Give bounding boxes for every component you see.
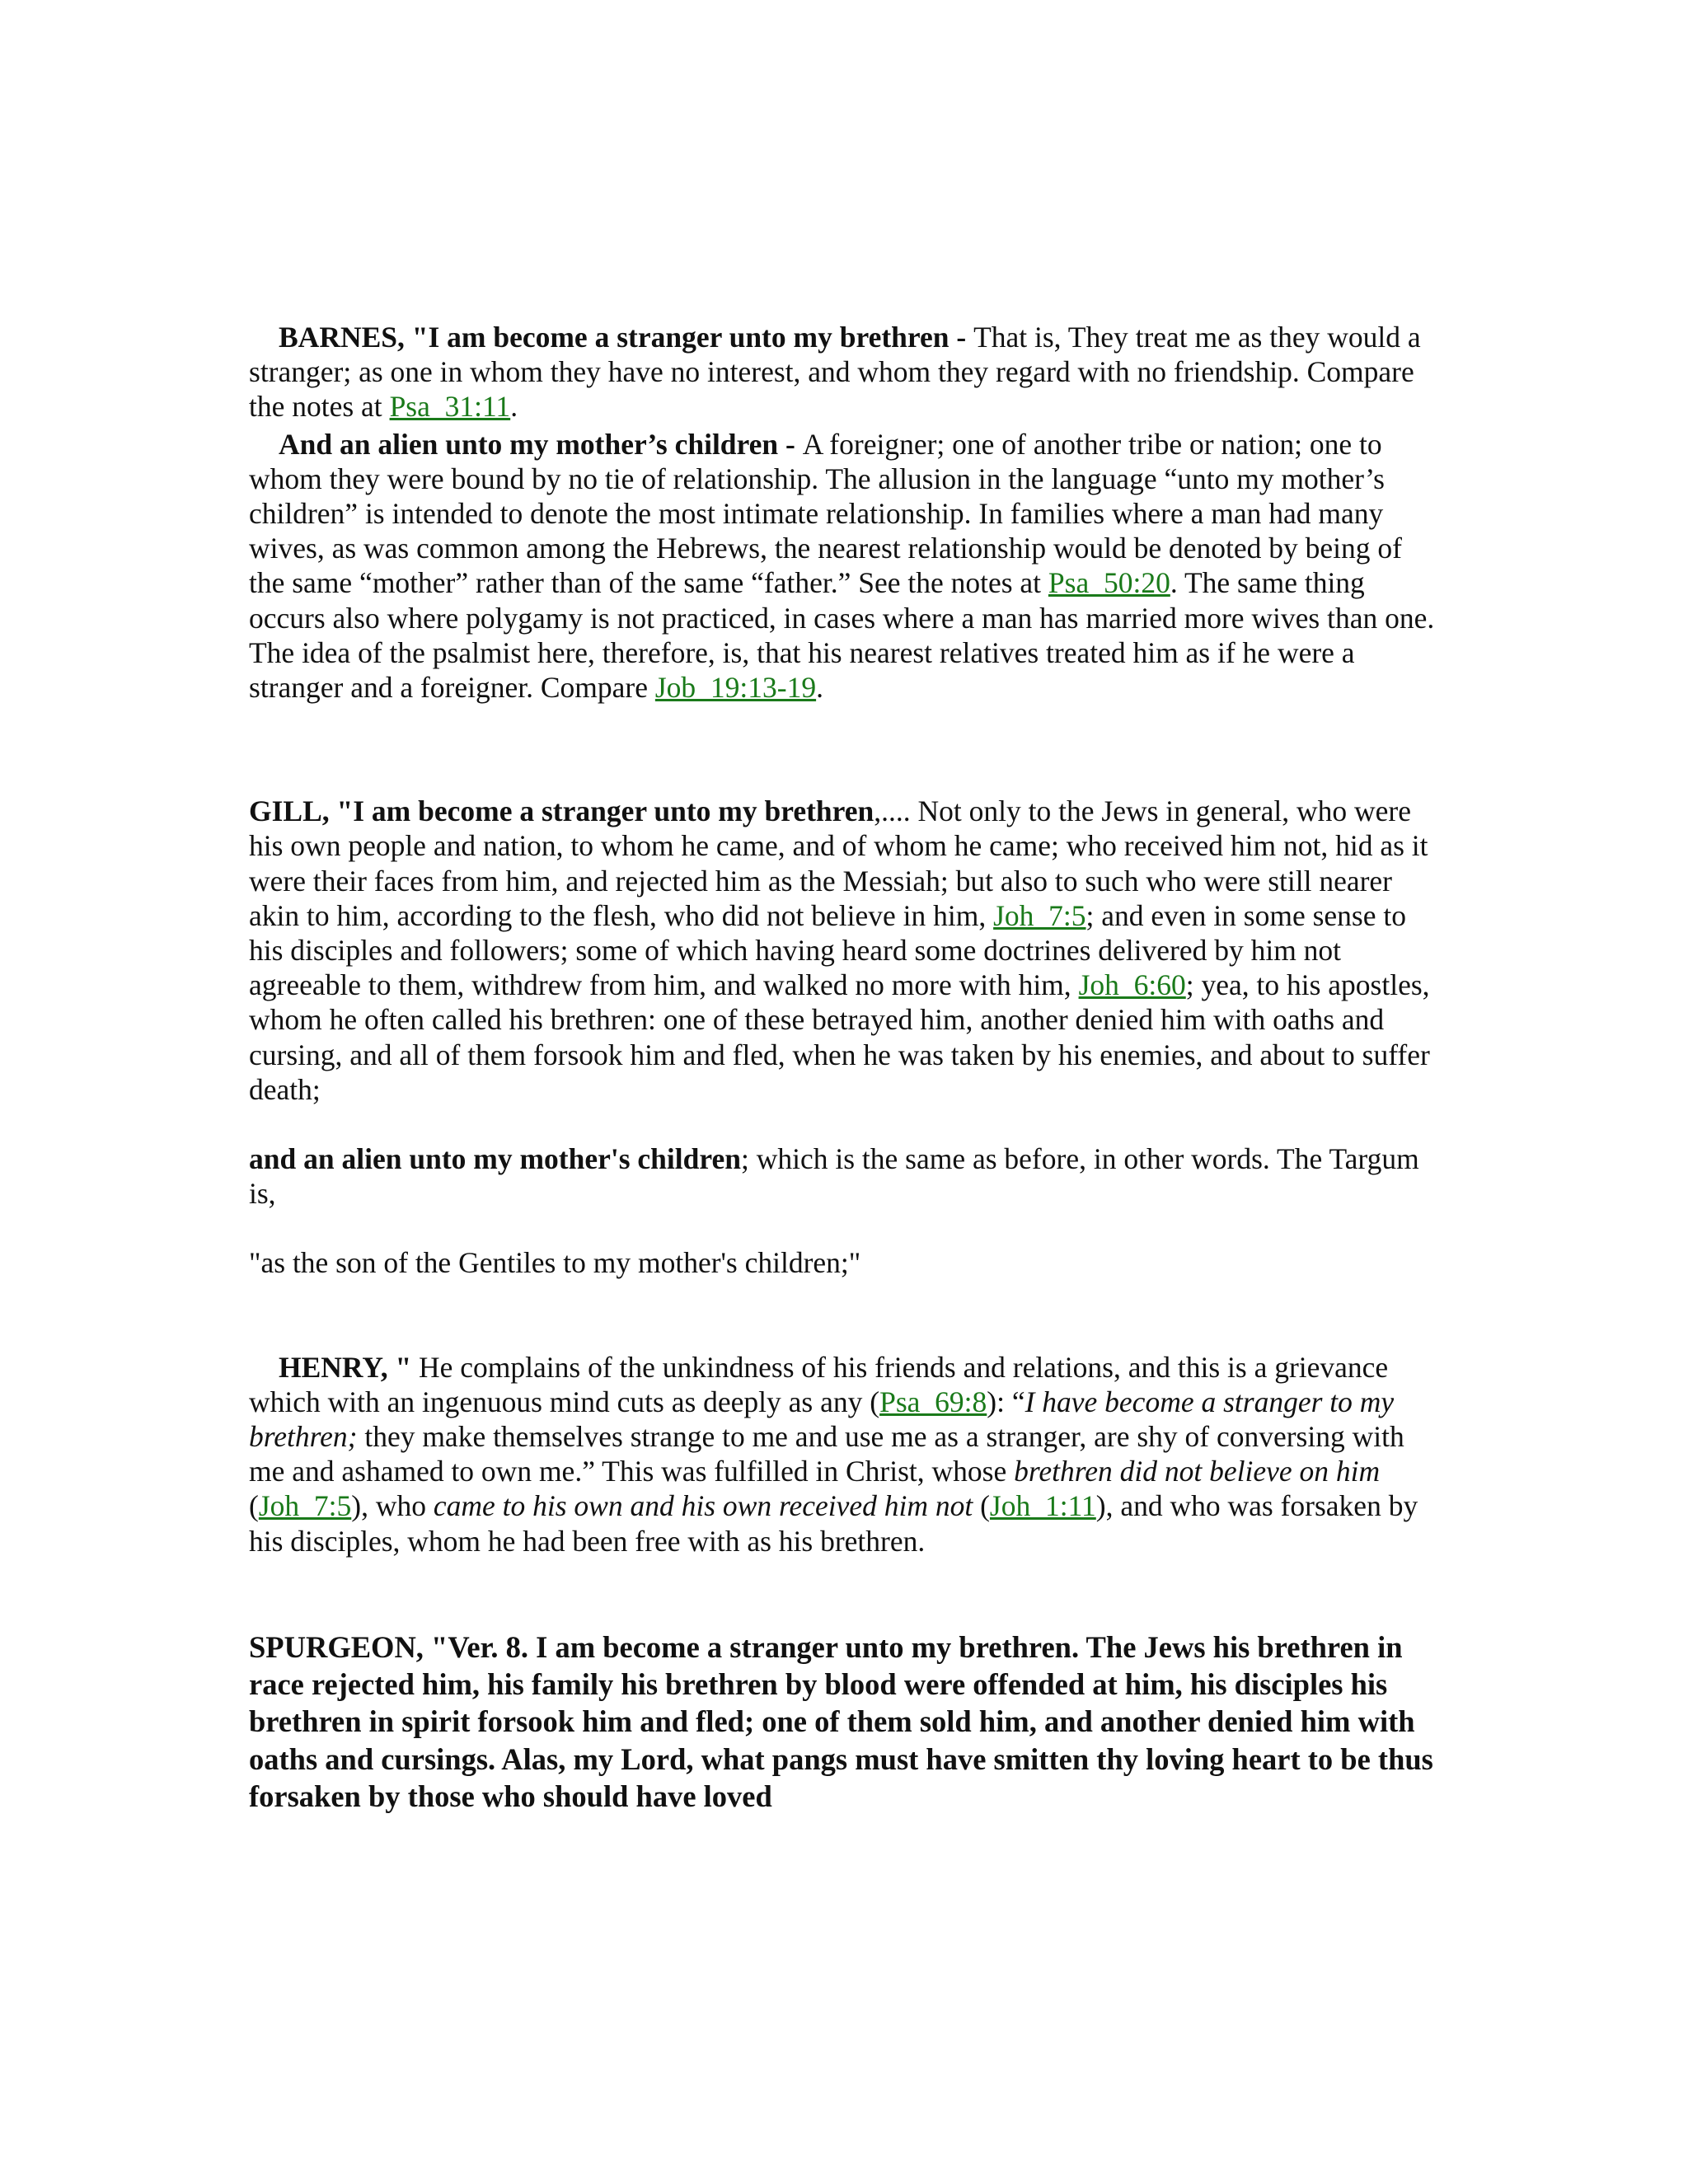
scripture-link-psa-31-11[interactable]: Psa_31:11 xyxy=(389,390,511,424)
henry-italic-phrase: came to his own and his own received him not xyxy=(433,1489,973,1523)
gill-paragraph-2 xyxy=(249,1141,1444,1211)
barnes-text: . xyxy=(510,390,518,424)
barnes-heading: BARNES, "I am become a stranger unto my brethren - xyxy=(279,321,974,354)
gill-subheading: and an alien unto my mother's children xyxy=(249,1142,741,1176)
gill-text: ; which is the same as before, in other words. The Targum is, xyxy=(249,1142,1419,1211)
gill-text: ; and even in some sense to his disciples and followers; some of which having heard some doctrines delivered by him not agreeable to them, withdrew from him, and walked no more with him, xyxy=(249,898,1406,1002)
henry-text: ( xyxy=(249,1489,259,1523)
henry-text: He complains of the unkindness of his friends and relations, and this is a grievance which with an ingenuous mind cuts as deeply as any ( xyxy=(249,1350,1389,1418)
henry-heading: HENRY, " xyxy=(279,1350,420,1384)
henry-text: ): “ xyxy=(987,1385,1025,1418)
commentary-page xyxy=(249,320,1444,1815)
scripture-link-joh-7-5[interactable]: Joh_7:5 xyxy=(993,898,1086,932)
scripture-link-job-19-13-19[interactable]: Job_19:13-19 xyxy=(654,671,817,705)
henry-text: ), who xyxy=(351,1489,434,1523)
scripture-link-psa-69-8[interactable]: Psa_69:8 xyxy=(879,1385,987,1418)
scripture-link-joh-7-5[interactable]: Joh_7:5 xyxy=(258,1489,352,1523)
henry-paragraph xyxy=(249,1350,1444,1558)
gill-text: ,.... Not only to the Jews in general, who were his own people and nation, to whom he came, and of whom he came; who received him not, hid as it were their faces from him, and rejected him as the Messiah; but also to such who were still nearer akin to him, according to the flesh, who did not believe in him, xyxy=(249,794,1428,932)
henry-text: ( xyxy=(973,1489,990,1523)
barnes-paragraph-2 xyxy=(249,427,1444,705)
spurgeon-paragraph: SPURGEON, "Ver. 8. I am become a stranger unto my brethren. The Jews his brethren in race rejected him, his family his brethren by blood were offended at him, his disciples his brethren in spirit forsook him and fled; one of them sold him, and another denied him with oaths and cursings. Alas, my Lord, what pangs must have smitten thy loving heart to be thus forsaken by those who should have loved xyxy=(249,1629,1433,1814)
scripture-link-joh-6-60[interactable]: Joh_6:60 xyxy=(1078,968,1186,1002)
henry-italic-phrase: brethren did not believe on him xyxy=(1014,1455,1381,1488)
gill-text: ; yea, to his apostles, whom he often called his brethren: one of these betrayed him, another denied him with oaths and cursing, and all of them forsook him and fled, when he was taken by his enemies, and about to suffer death; xyxy=(249,968,1430,1106)
scripture-link-joh-1-11[interactable]: Joh_1:11 xyxy=(989,1489,1096,1523)
barnes-text: A foreigner; one of another tribe or nation; one to whom they were bound by no tie of relationship. The allusion in the language “unto my mother’s children” is intended to denote the most intimate relationship. In families where a man had many wives, as was common among the Hebrews, the nearest relationship would be denoted by being of the same “mother” rather than of the same “father.” See the notes at xyxy=(249,427,1402,600)
barnes-paragraph-1 xyxy=(249,320,1444,424)
henry-italic-quote: I have become a stranger to my brethren; xyxy=(249,1385,1395,1454)
barnes-text: . The same thing occurs also where polygamy is not practiced, in cases where a man has married more wives than one. The idea of the psalmist here, therefore, is, that his nearest relatives treated him as if he were a stranger and a foreigner. Compare xyxy=(249,566,1435,705)
scripture-link-psa-50-20[interactable]: Psa_50:20 xyxy=(1048,566,1170,600)
henry-text: they make themselves strange to me and use me as a stranger, are shy of conversing with me and ashamed to own me.” This was fulfilled in Christ, whose xyxy=(249,1420,1404,1488)
barnes-subheading: And an alien unto my mother’s children - xyxy=(279,427,803,461)
gill-targum-quote: "as the son of the Gentiles to my mother's children;" xyxy=(249,1246,861,1280)
henry-text: ), and who was forsaken by his disciples, whom he had been free with as his brethren. xyxy=(249,1489,1418,1558)
barnes-text: . xyxy=(816,671,823,705)
gill-paragraph-1 xyxy=(249,794,1444,1107)
barnes-text: That is, They treat me as they would a stranger; as one in whom they have no interest, and whom they regard with no friendship. Compare the notes at xyxy=(249,321,1421,424)
gill-heading: GILL, "I am become a stranger unto my brethren xyxy=(249,794,874,828)
